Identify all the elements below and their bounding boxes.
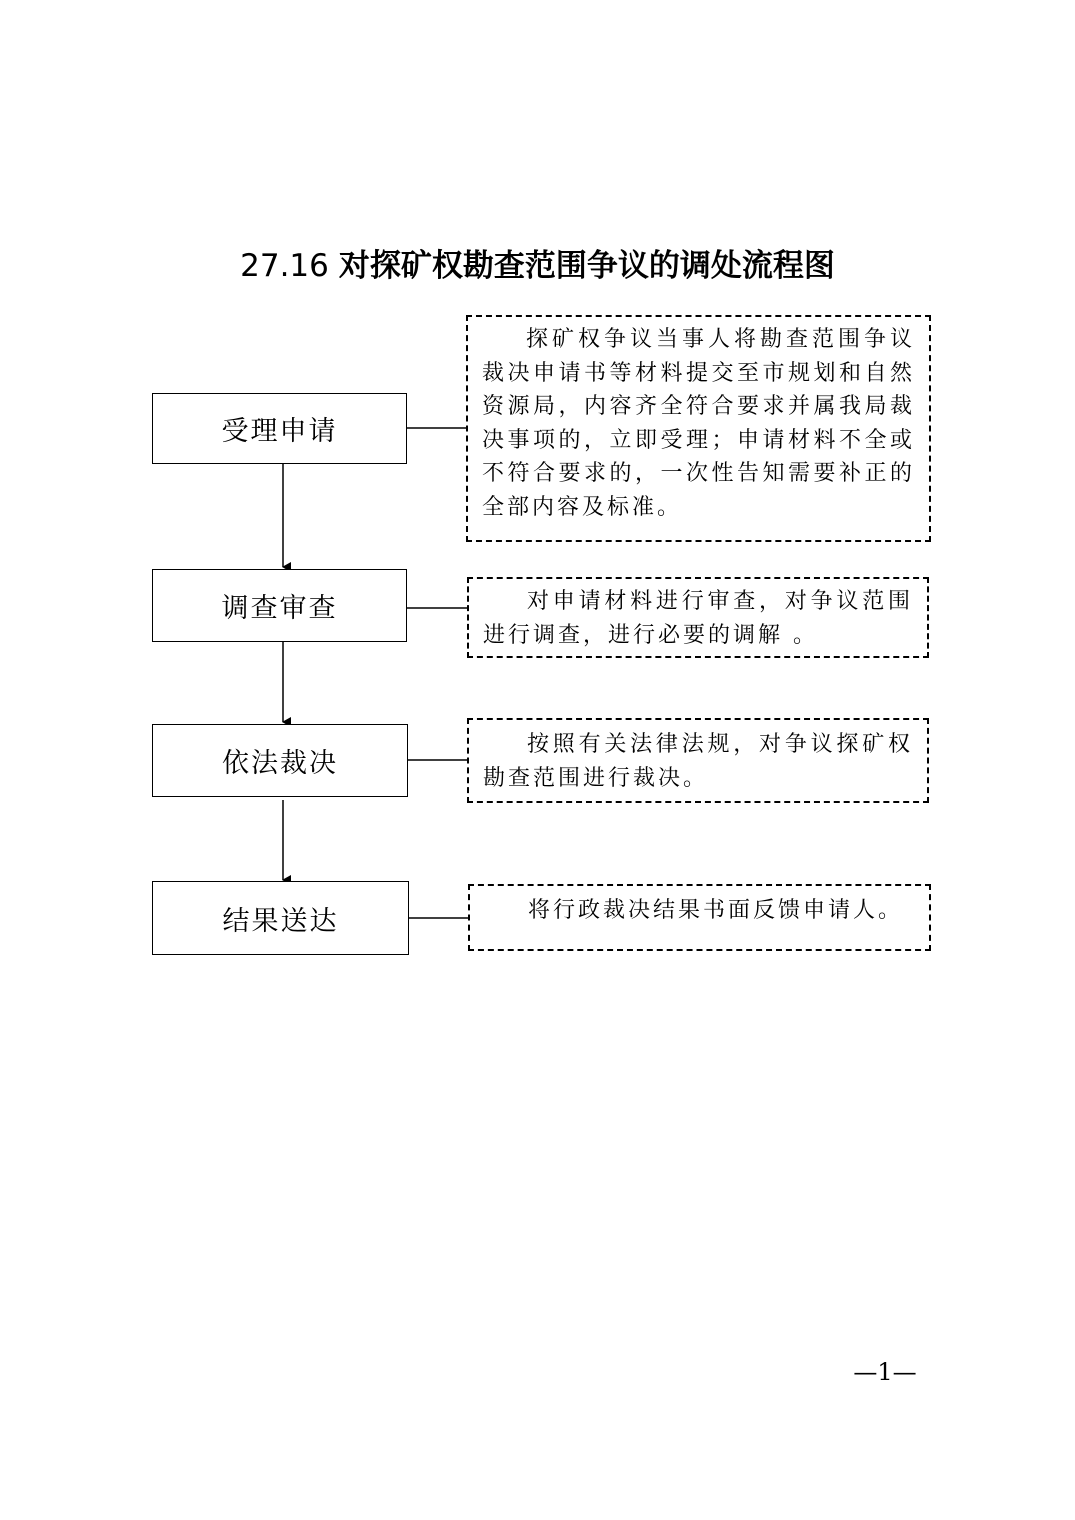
desc-box-legal-ruling — [467, 718, 929, 803]
step-description: 按照有关法律法规，对争议探矿权勘查范围进行裁决。 — [483, 732, 913, 791]
step-label: 结果送达 — [222, 905, 339, 937]
desc-box-deliver-result — [468, 884, 931, 951]
title-text: 对探矿权勘查范围争议的调处流程图 — [338, 248, 835, 284]
step-box-legal-ruling — [152, 724, 408, 797]
desc-box-accept-application — [466, 315, 931, 542]
step-description: 将行政裁决结果书面反馈申请人。 — [528, 898, 904, 923]
title-number: 27.16 — [240, 248, 329, 284]
step-label: 受理申请 — [221, 416, 338, 447]
step-box-investigate-review — [152, 569, 407, 642]
step-description: 对申请材料进行审查，对争议范围进行调查，进行必要的调解 。 — [483, 589, 913, 648]
page-number: —1— — [853, 1358, 917, 1386]
step-box-deliver-result — [152, 881, 409, 955]
step-label: 调查审查 — [221, 593, 338, 624]
step-box-accept-application — [152, 393, 407, 464]
desc-box-investigate-review — [467, 577, 929, 658]
step-label: 依法裁决 — [222, 748, 338, 779]
step-description: 探矿权争议当事人将勘查范围争议裁决申请书等材料提交至市规划和自然资源局，内容齐全符合要求并属我局裁决事项的，立即受理；申请材料不全或不符合要求的，一次性告知需要补正的全部内容及标准。 — [482, 327, 915, 520]
